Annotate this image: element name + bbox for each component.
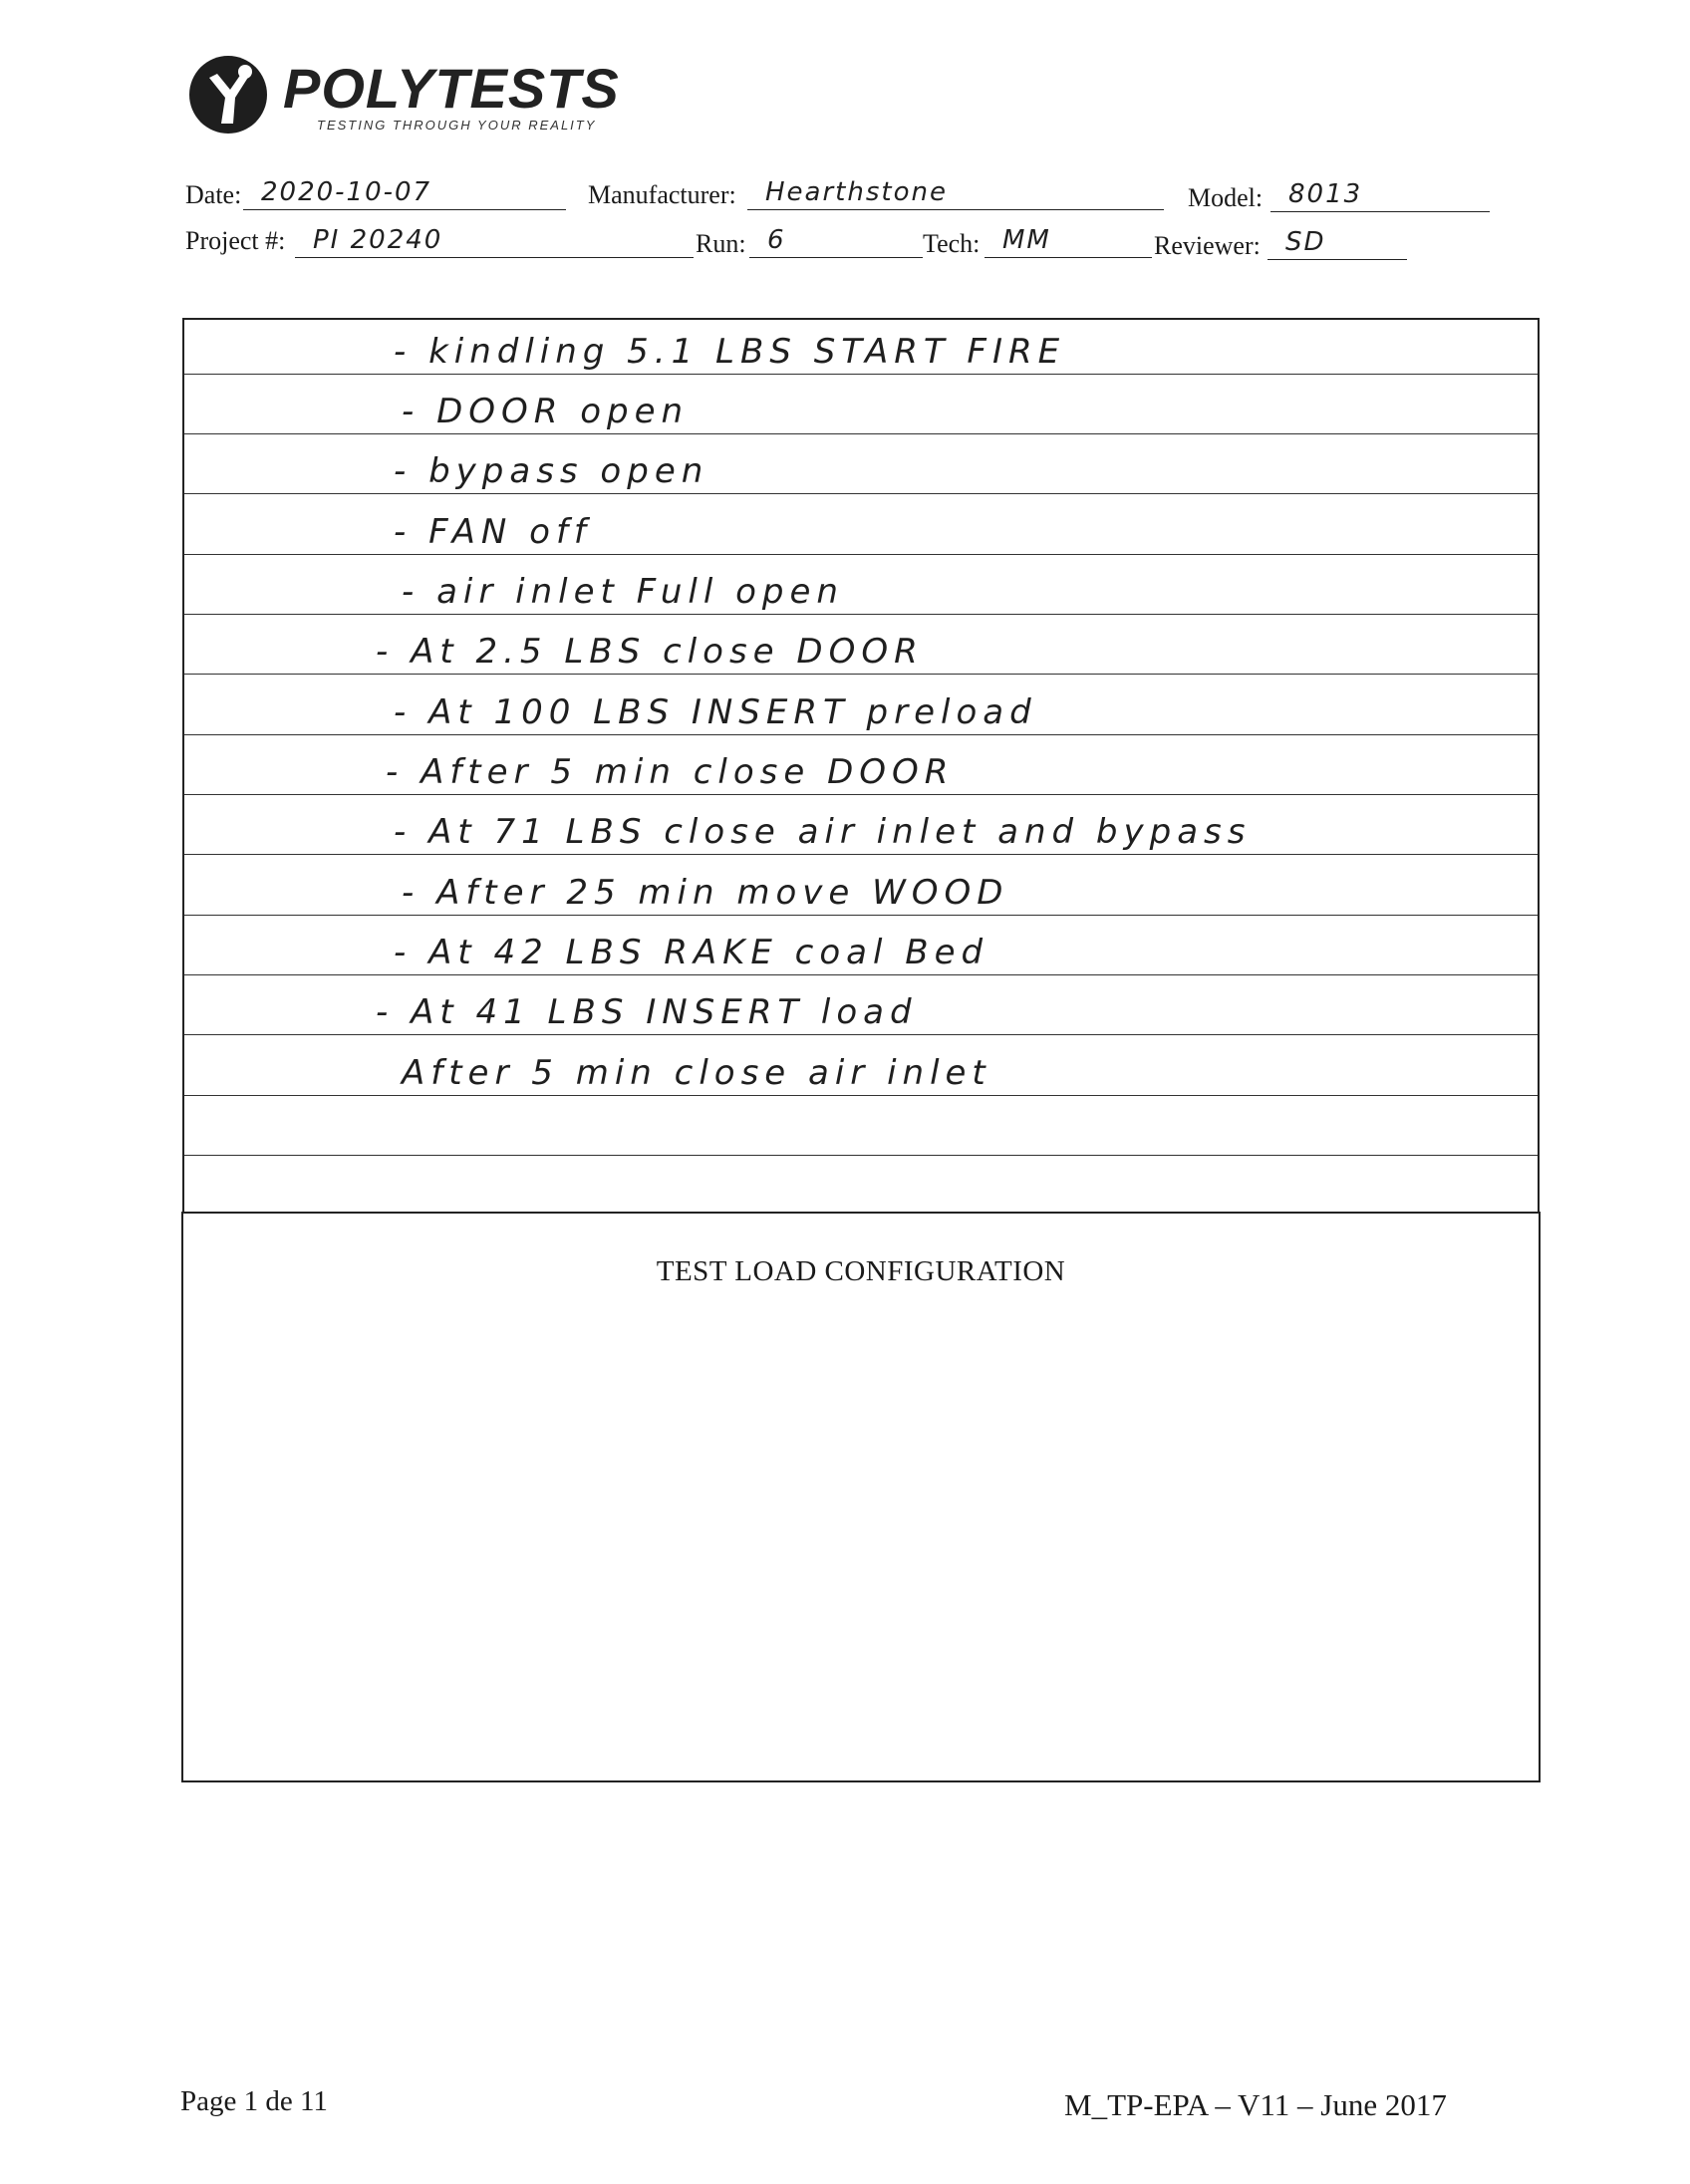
polytests-logo-icon <box>187 54 269 136</box>
note-text: - DOOR open <box>402 392 690 431</box>
tech-value: MM <box>1002 225 1051 255</box>
note-text: - At 42 LBS RAKE coal Bed <box>394 933 989 972</box>
note-row <box>184 974 1538 1035</box>
note-row <box>184 1034 1538 1096</box>
project-value: PI 20240 <box>313 225 443 255</box>
note-row <box>184 854 1538 916</box>
note-row <box>184 915 1538 975</box>
project-field <box>295 225 694 258</box>
date-field <box>243 177 566 210</box>
run-value: 6 <box>767 225 786 255</box>
reviewer-label: Reviewer: <box>1154 231 1261 260</box>
note-text: - After 5 min close DOOR <box>386 752 955 792</box>
manufacturer-value: Hearthstone <box>765 177 948 207</box>
note-row <box>184 1155 1538 1212</box>
polytests-logo <box>187 50 626 139</box>
date-value: 2020-10-07 <box>261 177 432 207</box>
note-row <box>184 794 1538 855</box>
note-text: - At 71 LBS close air inlet and bypass <box>394 812 1252 852</box>
note-text: - air inlet Full open <box>402 572 844 612</box>
run-field <box>749 225 923 258</box>
model-label: Model: <box>1188 183 1264 212</box>
logo-name: POLYTESTS <box>283 57 620 120</box>
reviewer-value: SD <box>1285 227 1326 257</box>
document-id: M_TP-EPA – V11 – June 2017 <box>1064 2087 1447 2122</box>
test-load-configuration-box <box>181 1212 1541 1782</box>
note-row <box>184 433 1538 494</box>
notes-box <box>182 318 1540 1214</box>
note-text: - kindling 5.1 LBS START FIRE <box>394 332 1066 372</box>
tech-label: Tech: <box>923 229 981 258</box>
note-row <box>184 614 1538 675</box>
reviewer-field <box>1268 227 1407 260</box>
note-text: - FAN off <box>394 512 592 552</box>
logo-tagline: TESTING THROUGH YOUR REALITY <box>317 118 597 133</box>
page-number: Page 1 de 11 <box>180 2085 328 2117</box>
run-label: Run: <box>696 229 746 258</box>
note-text: - At 100 LBS INSERT preload <box>394 692 1037 732</box>
tech-field <box>985 225 1152 258</box>
note-row <box>184 1095 1538 1156</box>
model-field <box>1270 179 1490 212</box>
manufacturer-label: Manufacturer: <box>588 180 736 209</box>
note-row <box>184 493 1538 555</box>
note-row <box>184 374 1538 434</box>
note-row <box>184 554 1538 615</box>
note-text: - After 25 min move WOOD <box>402 873 1009 913</box>
note-row <box>184 734 1538 795</box>
note-text: - bypass open <box>394 451 709 491</box>
note-text: - At 2.5 LBS close DOOR <box>376 632 924 672</box>
note-text: - At 41 LBS INSERT load <box>376 992 918 1032</box>
date-label: Date: <box>185 180 242 209</box>
note-row <box>184 674 1538 735</box>
project-label: Project #: <box>185 226 286 255</box>
config-title: TEST LOAD CONFIGURATION <box>656 1255 1066 1287</box>
note-row <box>184 320 1538 375</box>
manufacturer-field <box>747 177 1164 210</box>
note-text: After 5 min close air inlet <box>402 1053 991 1093</box>
model-value: 8013 <box>1288 179 1363 209</box>
